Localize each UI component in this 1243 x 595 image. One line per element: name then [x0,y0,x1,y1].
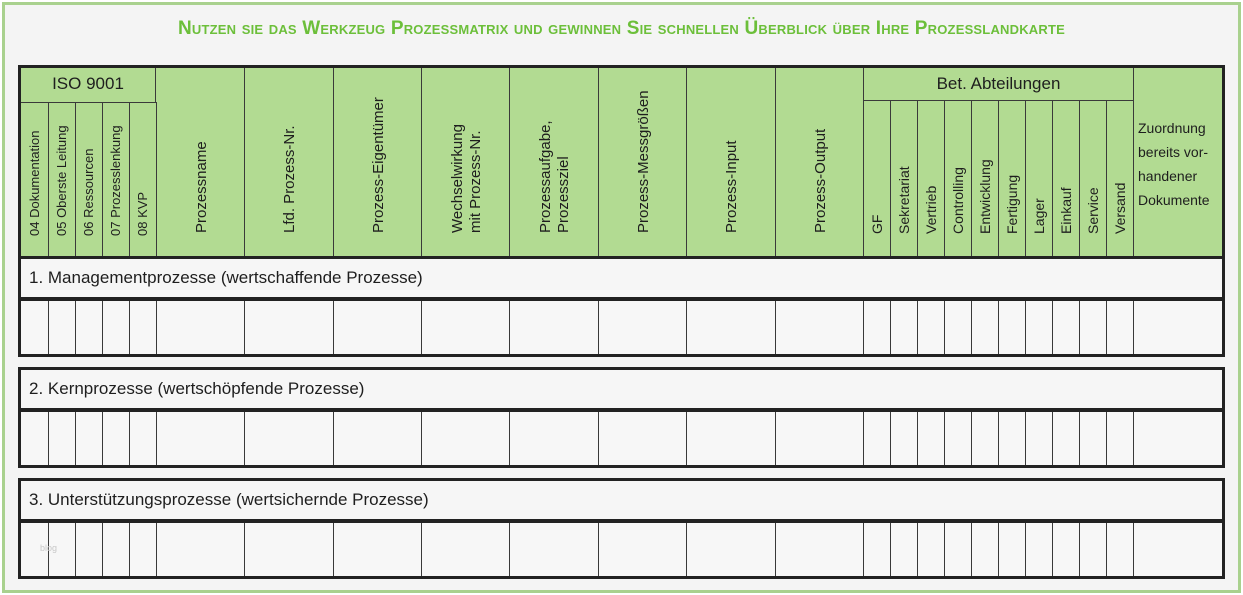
matrix-cell[interactable] [245,523,334,576]
section-row-kern[interactable] [18,409,1225,468]
dept-column-controlling: Controlling [945,100,972,256]
matrix-cell[interactable] [999,301,1026,354]
matrix-cell[interactable] [891,301,918,354]
matrix-cell[interactable] [599,523,687,576]
matrix-cell[interactable] [21,301,49,354]
iso-column-05: 05 Oberste Leitung [49,102,76,256]
matrix-cell[interactable] [1026,301,1053,354]
dept-column-fertigung: Fertigung [999,100,1026,256]
column-lfd-nr: Lfd. Prozess-Nr. [245,68,334,256]
matrix-cell[interactable] [687,523,776,576]
matrix-cell[interactable] [157,523,245,576]
matrix-cell[interactable] [1053,301,1080,354]
matrix-cell[interactable] [245,301,334,354]
dept-column-vertrieb: Vertrieb [918,100,945,256]
matrix-cell[interactable] [864,301,891,354]
matrix-cell[interactable] [76,412,103,465]
matrix-cell[interactable] [891,523,918,576]
matrix-cell[interactable] [945,412,972,465]
matrix-cell[interactable] [918,301,945,354]
matrix-cell[interactable] [776,301,864,354]
matrix-cell[interactable] [1080,523,1107,576]
matrix-cell[interactable] [972,523,999,576]
matrix-cell[interactable] [776,412,864,465]
matrix-cell[interactable] [891,412,918,465]
matrix-cell[interactable] [103,301,130,354]
section-title-unterstuetzung: 3. Unterstützungsprozesse (wertsichernde Prozesse) [18,478,1225,522]
iso-column-07: 07 Prozesslenkung [103,102,130,256]
matrix-cell[interactable] [1107,412,1134,465]
matrix-cell[interactable] [510,412,599,465]
matrix-cell[interactable] [334,301,422,354]
matrix-cell[interactable] [1053,523,1080,576]
iso-column-08: 08 KVP [130,102,157,256]
matrix-cell[interactable] [130,301,157,354]
column-output: Prozess-Output [776,68,864,256]
matrix-cell[interactable] [945,523,972,576]
dept-column-entwicklung: Entwicklung [972,100,999,256]
matrix-cell[interactable] [1080,301,1107,354]
matrix-cell[interactable] [157,412,245,465]
matrix-cell[interactable] [945,301,972,354]
dept-column-lager: Lager [1026,100,1053,256]
column-zuordnung: Zuordnung bereits vor- handener Dokumente [1138,120,1210,208]
page-title: Nutzen sie das Werkzeug Prozessmatrix und gewinnen Sie schnellen Überblick über Ihre Prozesslandkarte [177,18,1065,39]
matrix-cell[interactable] [999,523,1026,576]
matrix-cell[interactable] [510,523,599,576]
matrix-cell[interactable] [999,412,1026,465]
matrix-cell[interactable] [76,523,103,576]
matrix-cell[interactable] [864,523,891,576]
matrix-cell[interactable] [972,301,999,354]
iso-column-06: 06 Ressourcen [76,102,103,256]
abteilungen-group-label: Bet. Abteilungen [864,68,1134,100]
matrix-cell[interactable] [1026,412,1053,465]
matrix-cell[interactable] [49,412,76,465]
matrix-cell[interactable] [130,412,157,465]
column-eigentuemer: Prozess-Eigentümer [334,68,422,256]
matrix-cell[interactable] [864,412,891,465]
matrix-cell[interactable] [687,412,776,465]
dept-column-sekretariat: Sekretariat [891,100,918,256]
matrix-cell[interactable] [103,523,130,576]
matrix-cell[interactable] [103,412,130,465]
dept-column-gf: GF [864,100,891,256]
matrix-cell[interactable] [157,301,245,354]
matrix-cell[interactable] [422,301,510,354]
matrix-cell[interactable] [776,523,864,576]
matrix-cell[interactable] [130,523,157,576]
matrix-cell[interactable] [1026,523,1053,576]
matrix-cell[interactable] [1080,412,1107,465]
matrix-header [18,65,1225,259]
dept-column-versand: Versand [1107,100,1134,256]
matrix-cell[interactable] [1134,523,1222,576]
section-title-kern: 2. Kernprozesse (wertschöpfende Prozesse) [18,367,1225,411]
matrix-cell[interactable] [1134,301,1222,354]
matrix-cell[interactable] [49,301,76,354]
watermark-text: blog [40,543,58,553]
section-row-unterstuetzung[interactable] [18,520,1225,579]
matrix-cell[interactable] [334,523,422,576]
matrix-cell[interactable] [687,301,776,354]
dept-column-service: Service [1080,100,1107,256]
matrix-cell[interactable] [599,412,687,465]
matrix-cell[interactable] [1053,412,1080,465]
column-messgroessen: Prozess-Messgrößen [599,68,687,256]
matrix-cell[interactable] [918,412,945,465]
matrix-cell[interactable] [1107,301,1134,354]
column-input: Prozess-Input [687,68,776,256]
column-wechselwirkung: Wechselwirkung mit Prozess-Nr. [422,68,510,256]
matrix-cell[interactable] [599,301,687,354]
column-prozessname: Prozessname [157,68,245,256]
matrix-cell[interactable] [1107,523,1134,576]
matrix-cell[interactable] [76,301,103,354]
matrix-cell[interactable] [422,412,510,465]
matrix-cell[interactable] [422,523,510,576]
section-row-management[interactable] [18,298,1225,357]
matrix-cell[interactable] [1134,412,1222,465]
dept-column-einkauf: Einkauf [1053,100,1080,256]
section-title-management: 1. Managementprozesse (wertschaffende Prozesse) [18,256,1225,300]
matrix-cell[interactable] [918,523,945,576]
iso-column-04: 04 Dokumentation [21,102,49,256]
matrix-cell[interactable] [334,412,422,465]
matrix-cell[interactable] [245,412,334,465]
matrix-cell[interactable] [972,412,999,465]
column-prozessaufgabe: Prozessaufgabe, Prozessziel [510,68,599,256]
matrix-cell[interactable] [21,412,49,465]
matrix-cell[interactable] [510,301,599,354]
iso-group-label: ISO 9001 [21,68,156,102]
